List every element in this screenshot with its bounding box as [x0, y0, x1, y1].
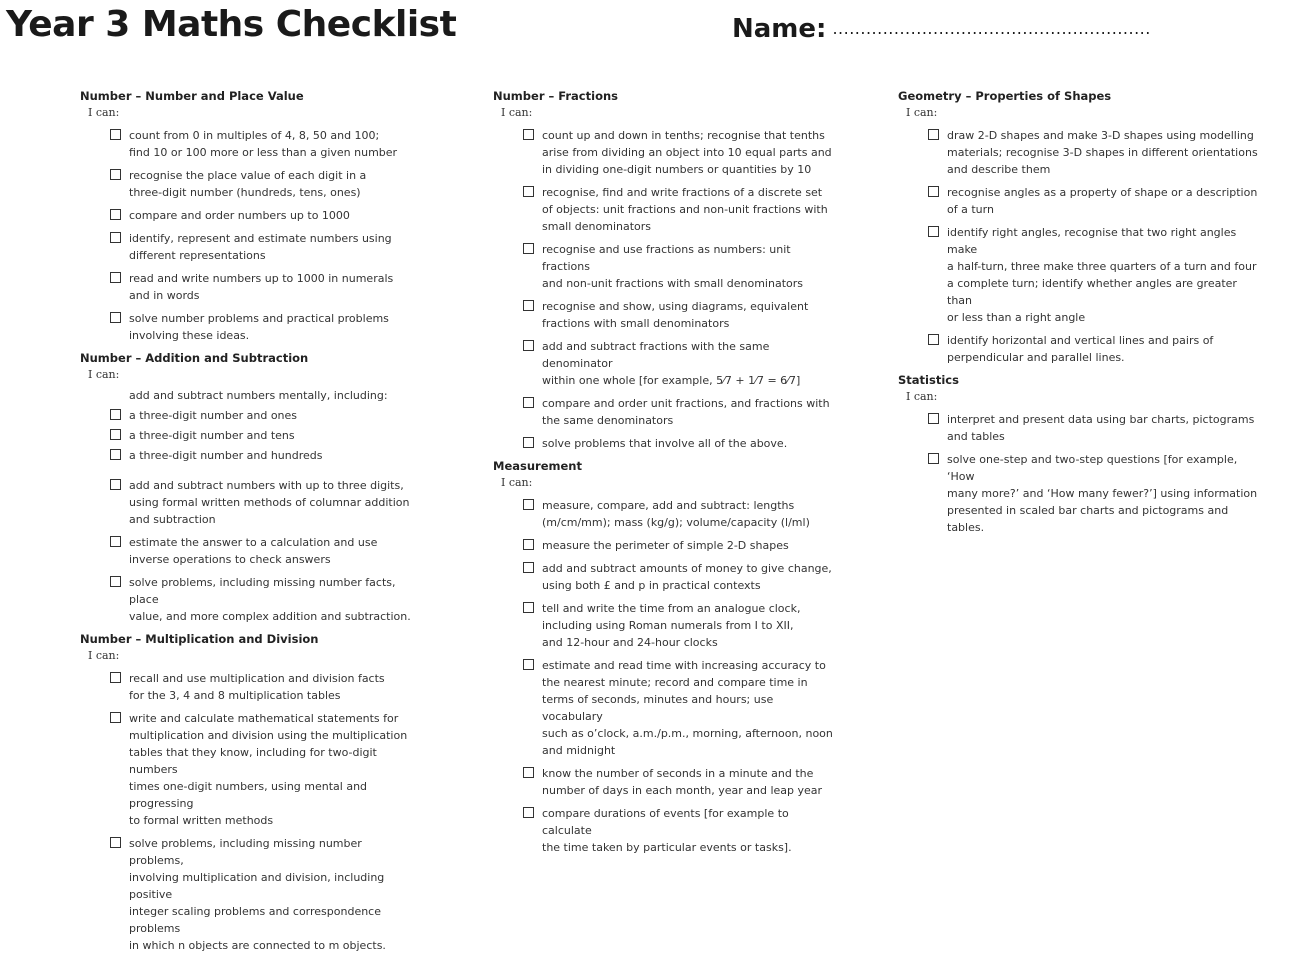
checklist-item: [898, 332, 1258, 366]
checklist-item: [80, 574, 420, 625]
checkbox[interactable]: [110, 232, 121, 243]
checklist-item: [80, 710, 420, 829]
checklist-item-text: solve problems, including missing number problems, involving multiplication and division, including positive integer scaling problems and correspondence problems in which n objects are connected to m objects.: [129, 837, 386, 952]
checklist-item: [80, 670, 420, 704]
checkbox[interactable]: [523, 300, 534, 311]
checkbox[interactable]: [110, 272, 121, 283]
column-3: [898, 88, 1258, 542]
section-number-addition-and-subtraction: [80, 350, 420, 625]
checkbox[interactable]: [928, 453, 939, 464]
checklist-item: [898, 184, 1258, 218]
checklist-item: [80, 447, 420, 464]
checklist-item-text: solve problems, including missing number facts, place value, and more complex addition and subtraction.: [129, 576, 411, 623]
checklist-item: [493, 537, 833, 554]
checklist-item-text: recall and use multiplication and division facts for the 3, 4 and 8 multiplication tables: [129, 672, 385, 702]
checklist-item: [898, 451, 1258, 536]
checklist-item-text: recognise angles as a property of shape or a description of a turn: [947, 186, 1258, 216]
section-title: Statistics: [898, 373, 959, 387]
checkbox[interactable]: [110, 672, 121, 683]
checklist-item: [80, 427, 420, 444]
section-title: Geometry – Properties of Shapes: [898, 89, 1112, 103]
checklist-item-text: write and calculate mathematical statements for multiplication and division using the multiplication tables that they know, including for two-digit numbers times one-digit numbers, using mental and progressing to formal written methods: [129, 712, 408, 827]
checklist-item: [80, 477, 420, 528]
checkbox[interactable]: [110, 169, 121, 180]
name-label: Name:: [732, 14, 827, 44]
checkbox[interactable]: [928, 226, 939, 237]
checklist-item: [80, 407, 420, 424]
checkbox[interactable]: [110, 449, 121, 460]
checklist-item-text: count up and down in tenths; recognise that tenths arise from dividing an object into 10 equal parts and in dividing one-digit numbers or quantities by 10: [542, 129, 832, 176]
checklist-item-text: a three-digit number and hundreds: [129, 449, 323, 462]
checklist-item-text: estimate and read time with increasing accuracy to the nearest minute; record and compare time in terms of seconds, minutes and hours; use vocabulary such as o’clock, a.m./p.m., morning, afternoon, noon and midnight: [542, 659, 833, 757]
checkbox[interactable]: [523, 129, 534, 140]
checkbox[interactable]: [523, 243, 534, 254]
name-dotted-line[interactable]: .........................................................: [832, 19, 1151, 38]
checklist-item: [493, 395, 833, 429]
checklist-item: [80, 270, 420, 304]
section-number-multiplication-and-division: [80, 631, 420, 954]
checkbox[interactable]: [110, 312, 121, 323]
checklist-item: [493, 127, 833, 178]
checklist-item-text: solve one-step and two-step questions [for example, ‘How many more?’ and ‘How many fewer?’] using information presented in scaled bar charts and pictograms and tables.: [947, 453, 1258, 534]
section-number-fractions: [493, 88, 833, 452]
section-title: Measurement: [493, 459, 582, 473]
checklist-item-text: count from 0 in multiples of 4, 8, 50 and 100; find 10 or 100 more or less than a given number: [129, 129, 398, 159]
checkbox[interactable]: [523, 437, 534, 448]
checklist-note: [80, 387, 420, 404]
checkbox[interactable]: [523, 340, 534, 351]
column-2: [493, 88, 833, 862]
checkbox[interactable]: [523, 602, 534, 613]
checklist-item: [493, 298, 833, 332]
name-field[interactable]: [732, 14, 1151, 44]
section-title: Number – Addition and Subtraction: [80, 351, 309, 365]
section-title: Number – Number and Place Value: [80, 89, 304, 103]
checklist-item-text: solve number problems and practical problems involving these ideas.: [129, 312, 389, 342]
checkbox[interactable]: [110, 479, 121, 490]
checklist-item-text: identify, represent and estimate numbers using different representations: [129, 232, 392, 262]
checkbox[interactable]: [928, 334, 939, 345]
checklist-item: [493, 435, 833, 452]
checklist-item-text: measure, compare, add and subtract: lengths (m/cm/mm); mass (kg/g); volume/capacity (l/ml): [542, 499, 810, 529]
checklist-item-text: know the number of seconds in a minute and the number of days in each month, year and leap year: [542, 767, 823, 797]
checklist-item: [80, 127, 420, 161]
i-can-label: I can:: [906, 106, 938, 119]
checklist-item-text: recognise the place value of each digit in a three-digit number (hundreds, tens, ones): [129, 169, 367, 199]
checklist-item: [493, 560, 833, 594]
checklist-item-text: recognise and show, using diagrams, equivalent fractions with small denominators: [542, 300, 809, 330]
column-1: [80, 88, 420, 960]
checklist-item: [493, 184, 833, 235]
checklist-item: [80, 310, 420, 344]
checkbox[interactable]: [523, 539, 534, 550]
checklist-item: [80, 534, 420, 568]
checklist-item-text: a three-digit number and ones: [129, 409, 298, 422]
checklist-item: [80, 167, 420, 201]
checkbox[interactable]: [110, 536, 121, 547]
checklist-item: [493, 600, 833, 651]
checklist-item-text: recognise and use fractions as numbers: unit fractions and non-unit fractions with small denominators: [542, 243, 803, 290]
checklist-item-text: add and subtract numbers with up to three digits, using formal written methods of columnar addition and subtraction: [129, 479, 410, 526]
checklist-item-text: a three-digit number and tens: [129, 429, 295, 442]
checklist-item: [493, 657, 833, 759]
checkbox[interactable]: [110, 576, 121, 587]
checklist-item-text: read and write numbers up to 1000 in numerals and in words: [129, 272, 394, 302]
checkbox[interactable]: [523, 562, 534, 573]
checkbox[interactable]: [110, 409, 121, 420]
checklist-item: [493, 241, 833, 292]
checklist-item-text: identify horizontal and vertical lines and pairs of perpendicular and parallel lines.: [947, 334, 1214, 364]
checklist-item-text: identify right angles, recognise that two right angles make a half-turn, three make three quarters of a turn and four a complete turn; identify whether angles are greater than or less than a right angle: [947, 226, 1257, 324]
checkbox[interactable]: [523, 767, 534, 778]
section-measurement: [493, 458, 833, 856]
checklist-item: [493, 805, 833, 856]
checkbox[interactable]: [110, 209, 121, 220]
checklist-item: [80, 835, 420, 954]
checklist-item-text: add and subtract fractions with the same denominator within one whole [for example, 5⁄7 + 1⁄7 = 6⁄7]: [542, 340, 801, 387]
checkbox[interactable]: [110, 712, 121, 723]
checklist-item-text: solve problems that involve all of the above.: [542, 437, 788, 450]
checklist-item-text: measure the perimeter of simple 2-D shapes: [542, 539, 789, 552]
checklist-item-text: interpret and present data using bar charts, pictograms and tables: [947, 413, 1255, 443]
i-can-label: I can:: [88, 649, 120, 662]
section-title: Number – Multiplication and Division: [80, 632, 319, 646]
checklist-item: [493, 338, 833, 389]
checklist-item: [493, 497, 833, 531]
checklist-item-text: recognise, find and write fractions of a discrete set of objects: unit fractions and non-unit fractions with small denominators: [542, 186, 828, 233]
checklist-item-text: tell and write the time from an analogue clock, including using Roman numerals from I to XII, and 12-hour and 24-hour clocks: [542, 602, 801, 649]
i-can-label: I can:: [906, 390, 938, 403]
page-title: Year 3 Maths Checklist: [6, 4, 457, 45]
checkbox[interactable]: [523, 499, 534, 510]
checkbox[interactable]: [523, 186, 534, 197]
i-can-label: I can:: [501, 476, 533, 489]
checklist-item-text: draw 2-D shapes and make 3-D shapes using modelling materials; recognise 3-D shapes in different orientations and describe them: [947, 129, 1258, 176]
checkbox[interactable]: [523, 807, 534, 818]
section-number-number-and-place-value: [80, 88, 420, 344]
checkbox[interactable]: [110, 129, 121, 140]
section-statistics: [898, 372, 1258, 536]
checklist-item: [80, 230, 420, 264]
i-can-label: I can:: [501, 106, 533, 119]
i-can-label: I can:: [88, 106, 120, 119]
checkbox[interactable]: [928, 186, 939, 197]
section-title: Number – Fractions: [493, 89, 618, 103]
checklist-item: [898, 411, 1258, 445]
checklist-item: [898, 127, 1258, 178]
checklist-item-text: add and subtract numbers mentally, including:: [129, 389, 388, 402]
checkbox[interactable]: [928, 129, 939, 140]
i-can-label: I can:: [88, 368, 120, 381]
checkbox[interactable]: [523, 659, 534, 670]
checklist-item: [898, 224, 1258, 326]
checklist-item: [80, 207, 420, 224]
section-geometry-properties-of-shapes: [898, 88, 1258, 366]
checklist-item-text: compare and order numbers up to 1000: [129, 209, 350, 222]
checklist-item-text: compare and order unit fractions, and fractions with the same denominators: [542, 397, 830, 427]
checklist-item-text: compare durations of events [for example to calculate the time taken by particular events or tasks].: [542, 807, 792, 854]
checkbox[interactable]: [110, 837, 121, 848]
checklist-item-text: estimate the answer to a calculation and use inverse operations to check answers: [129, 536, 378, 566]
checklist-item-text: add and subtract amounts of money to give change, using both £ and p in practical contexts: [542, 562, 832, 592]
checklist-item: [493, 765, 833, 799]
checkbox[interactable]: [928, 413, 939, 424]
checkbox[interactable]: [523, 397, 534, 408]
checkbox[interactable]: [110, 429, 121, 440]
